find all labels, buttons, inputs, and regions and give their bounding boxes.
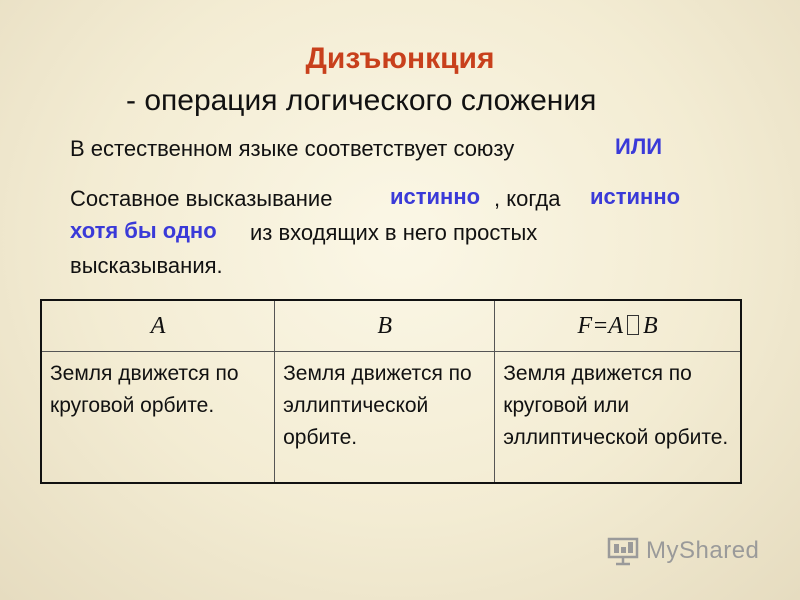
presentation-icon <box>606 536 640 566</box>
from-simple-statements-text: из входящих в него простых <box>250 220 538 245</box>
true-keyword-1: истинно <box>390 184 481 209</box>
when-text: , когда <box>494 186 561 211</box>
slide-title: Дизъюнкция <box>305 42 495 75</box>
header-f-right: B <box>643 312 658 339</box>
cell-f: Земля движется по круговой или эллиптической орбите. <box>495 352 741 484</box>
truth-example-table <box>40 299 742 484</box>
or-keyword: ИЛИ <box>615 134 663 159</box>
compound-statement-prefix: Составное высказывание <box>70 186 333 211</box>
slide-subtitle: - операция логического сложения <box>126 84 597 117</box>
cell-a: Земля движется по круговой орбите. <box>41 352 275 484</box>
header-a: A <box>41 300 275 352</box>
cell-b: Земля движется по эллиптической орбите. <box>275 352 495 484</box>
at-least-one-keyword: хотя бы одно <box>70 218 217 243</box>
watermark-logo <box>606 536 759 566</box>
disjunction-symbol-icon <box>627 315 639 335</box>
header-f-left: F=A <box>577 312 624 339</box>
true-keyword-2: истинно <box>590 184 681 209</box>
natural-language-line: В естественном языке соответствует союзу <box>70 136 515 161</box>
table-row <box>41 352 741 484</box>
statements-text: высказывания. <box>70 253 223 278</box>
header-b: B <box>275 300 495 352</box>
header-f <box>495 300 741 352</box>
table-header-row <box>41 300 741 352</box>
watermark-text: MyShared <box>646 537 760 564</box>
